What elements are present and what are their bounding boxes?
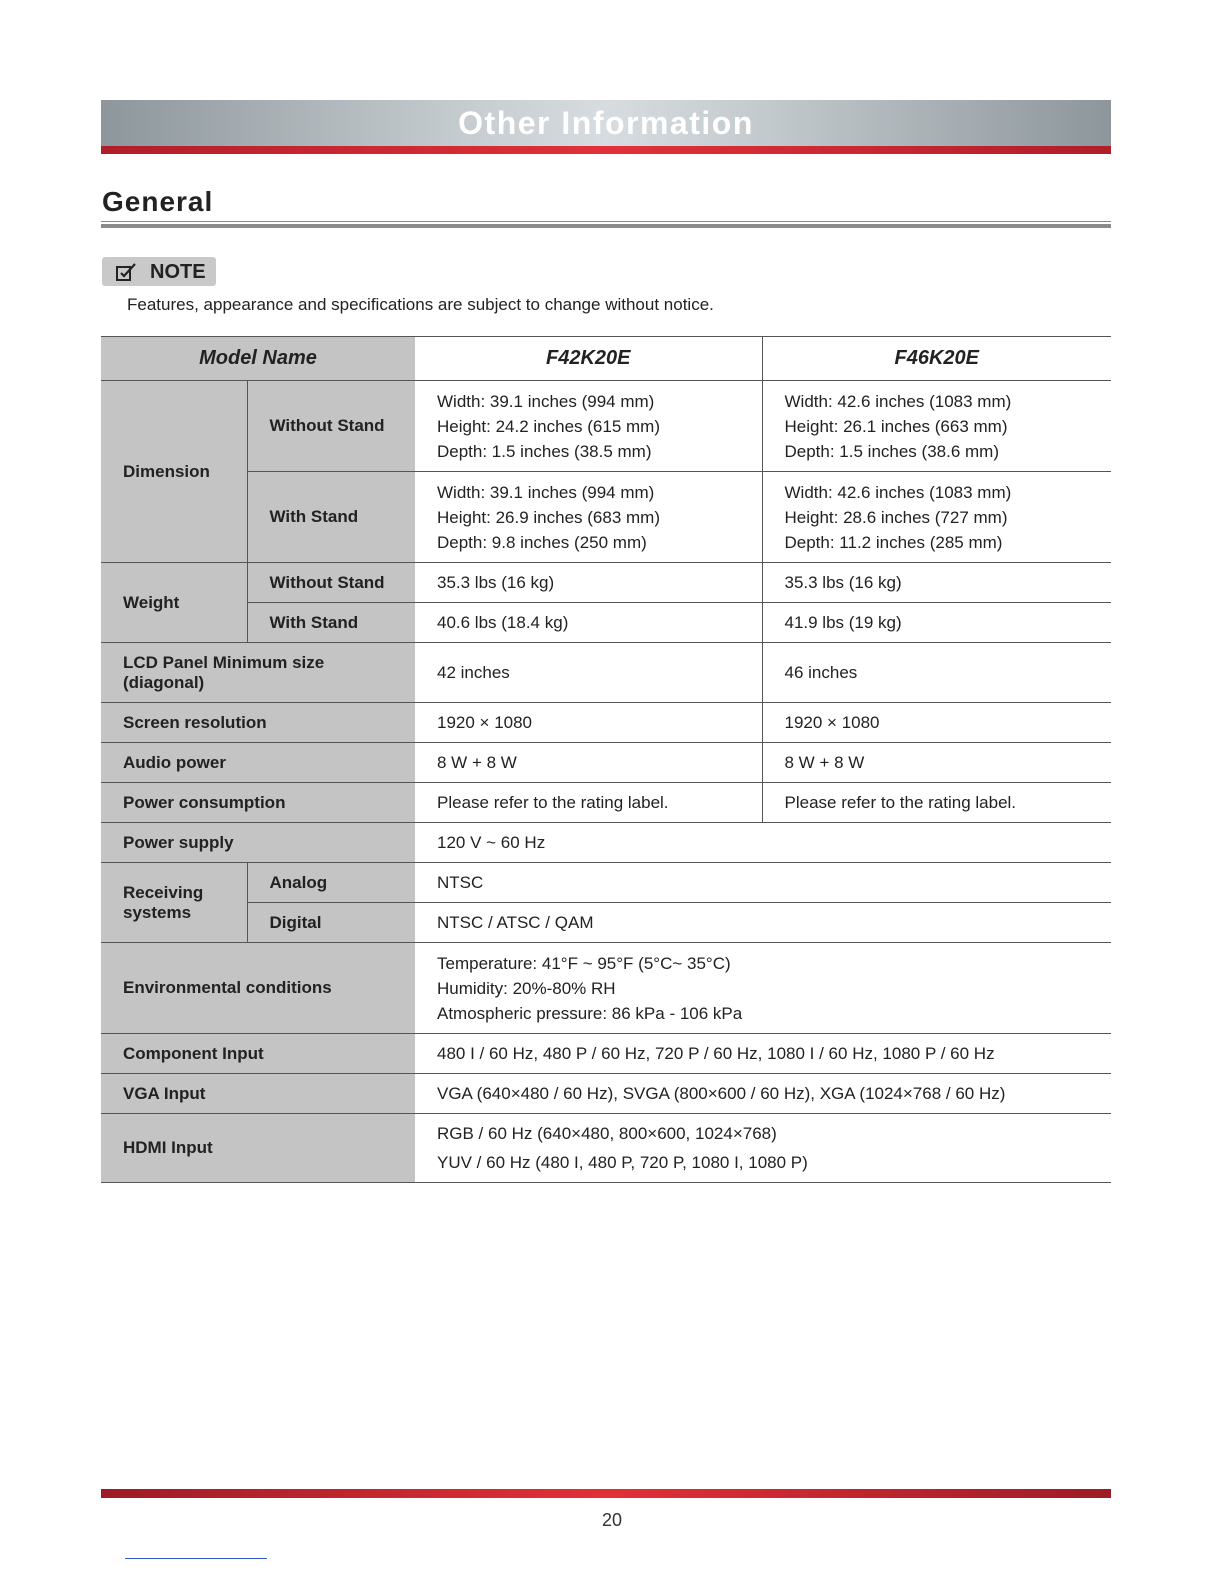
table-row [101, 703, 1111, 743]
lcd-panel-model2: 46 inches [762, 643, 1111, 703]
dimension-without-stand-label: Without Stand [247, 381, 415, 472]
table-row [101, 823, 1111, 863]
dimension-without-stand-model1: Width: 39.1 inches (994 mm) Height: 24.2 inches (615 mm) Depth: 1.5 inches (38.5 mm) [415, 381, 762, 472]
model-name-header: Model Name [101, 337, 415, 381]
dimension-with-stand-label: With Stand [247, 472, 415, 563]
component-value: 480 I / 60 Hz, 480 P / 60 Hz, 720 P / 60 Hz, 1080 I / 60 Hz, 1080 P / 60 Hz [415, 1034, 1111, 1074]
title-rule-thick [101, 224, 1111, 228]
hdmi-value: RGB / 60 Hz (640×480, 800×600, 1024×768) YUV / 60 Hz (480 I, 480 P, 720 P, 1080 I, 1080 P) [415, 1114, 1111, 1183]
bottom-link-underline[interactable] [125, 1558, 267, 1559]
weight-without-stand-model1: 35.3 lbs (16 kg) [415, 563, 762, 603]
vga-value: VGA (640×480 / 60 Hz), SVGA (800×600 / 60 Hz), XGA (1024×768 / 60 Hz) [415, 1074, 1111, 1114]
environment-value: Temperature: 41°F ~ 95°F (5°C~ 35°C) Humidity: 20%-80% RH Atmospheric pressure: 86 kPa - 106 kPa [415, 943, 1111, 1034]
table-row [101, 643, 1111, 703]
weight-without-stand-label: Without Stand [247, 563, 415, 603]
dimension-with-stand-model1: Width: 39.1 inches (994 mm) Height: 26.9 inches (683 mm) Depth: 9.8 inches (250 mm) [415, 472, 762, 563]
resolution-model1: 1920 × 1080 [415, 703, 762, 743]
power-supply-value: 120 V ~ 60 Hz [415, 823, 1111, 863]
receiving-digital-value: NTSC / ATSC / QAM [415, 903, 1111, 943]
power-consumption-model2: Please refer to the rating label. [762, 783, 1111, 823]
note-badge [102, 257, 216, 286]
spec-table [101, 336, 1111, 1183]
title-rule-thin [101, 221, 1111, 222]
weight-with-stand-label: With Stand [247, 603, 415, 643]
lcd-panel-label: LCD Panel Minimum size (diagonal) [101, 643, 415, 703]
footer-accent-strip [101, 1489, 1111, 1498]
lcd-panel-model1: 42 inches [415, 643, 762, 703]
model2-header: F46K20E [762, 337, 1111, 381]
table-row [101, 381, 1111, 472]
vga-label: VGA Input [101, 1074, 415, 1114]
table-row [101, 943, 1111, 1034]
table-row [101, 1074, 1111, 1114]
resolution-model2: 1920 × 1080 [762, 703, 1111, 743]
weight-without-stand-model2: 35.3 lbs (16 kg) [762, 563, 1111, 603]
dimension-with-stand-model2: Width: 42.6 inches (1083 mm) Height: 28.6 inches (727 mm) Depth: 11.2 inches (285 mm) [762, 472, 1111, 563]
table-row [101, 743, 1111, 783]
hdmi-label: HDMI Input [101, 1114, 415, 1183]
section-banner: Other Information [101, 100, 1111, 146]
checkbox-pencil-icon [115, 262, 137, 282]
audio-model2: 8 W + 8 W [762, 743, 1111, 783]
table-row [101, 1034, 1111, 1074]
receiving-analog-label: Analog [247, 863, 415, 903]
model1-header: F42K20E [415, 337, 762, 381]
table-row [101, 783, 1111, 823]
weight-label: Weight [101, 563, 247, 643]
receiving-label: Receiving systems [101, 863, 247, 943]
table-row [101, 1114, 1111, 1183]
audio-label: Audio power [101, 743, 415, 783]
note-label: NOTE [150, 261, 206, 283]
banner-accent-strip [101, 146, 1111, 154]
power-supply-label: Power supply [101, 823, 415, 863]
weight-with-stand-model1: 40.6 lbs (18.4 kg) [415, 603, 762, 643]
power-consumption-model1: Please refer to the rating label. [415, 783, 762, 823]
table-row [101, 563, 1111, 603]
table-row [101, 863, 1111, 903]
table-row [101, 603, 1111, 643]
weight-with-stand-model2: 41.9 lbs (19 kg) [762, 603, 1111, 643]
receiving-digital-label: Digital [247, 903, 415, 943]
table-row [101, 903, 1111, 943]
page-number: 20 [601, 1510, 623, 1530]
audio-model1: 8 W + 8 W [415, 743, 762, 783]
table-header-row [101, 337, 1111, 381]
table-row [101, 472, 1111, 563]
power-consumption-label: Power consumption [101, 783, 415, 823]
dimension-label: Dimension [101, 381, 247, 563]
component-label: Component Input [101, 1034, 415, 1074]
page-title: General [102, 186, 214, 217]
resolution-label: Screen resolution [101, 703, 415, 743]
receiving-analog-value: NTSC [415, 863, 1111, 903]
note-text: Features, appearance and specifications are subject to change without notice. [127, 295, 714, 314]
environment-label: Environmental conditions [101, 943, 415, 1034]
dimension-without-stand-model2: Width: 42.6 inches (1083 mm) Height: 26.1 inches (663 mm) Depth: 1.5 inches (38.6 mm) [762, 381, 1111, 472]
